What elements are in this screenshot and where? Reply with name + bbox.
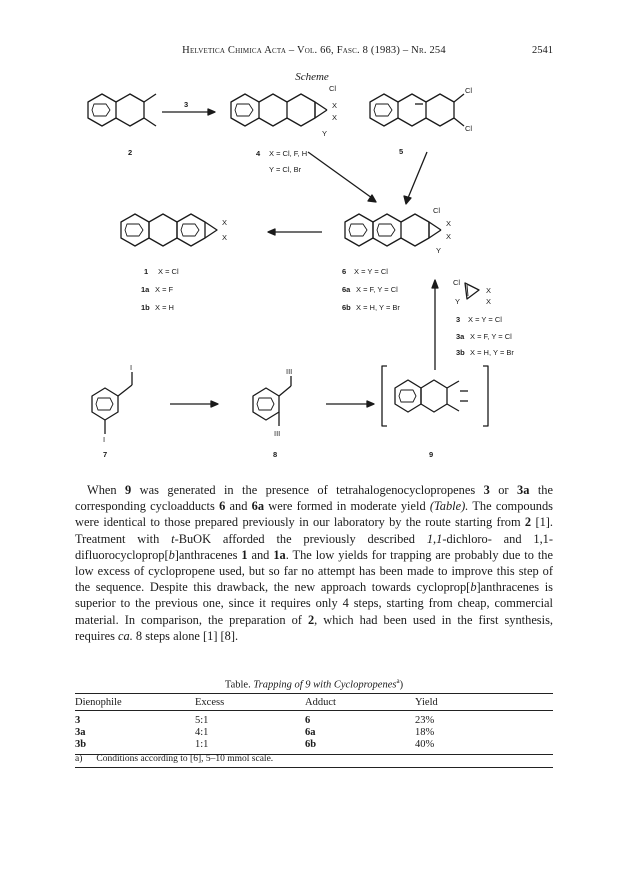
arrow-8-to-9 — [326, 401, 374, 407]
atom-i1-7: I — [130, 363, 133, 372]
journal-title: Helvetica Chimica Acta – Vol. 66, Fasc. 8 (1983) – Nr. 254 — [182, 45, 446, 56]
atom-cl-6: Cl — [433, 206, 441, 215]
ref-compound: 9 — [125, 483, 132, 497]
arrow-2-to-4 — [162, 109, 215, 115]
structure-8 — [253, 376, 291, 426]
label-6: 6 — [342, 267, 347, 276]
scheme-labels — [103, 84, 514, 459]
atom-y-6: Y — [436, 246, 442, 255]
structure-2 — [88, 94, 156, 126]
label-4-x: X = Cl, F, H — [269, 149, 308, 158]
ref-compound: 3 — [483, 483, 490, 497]
table-reference: (Table). — [429, 499, 469, 514]
structure-4 — [231, 94, 327, 126]
label-9: 9 — [429, 450, 434, 459]
label-3a: 3a — [456, 332, 465, 341]
footnote-mark: a) — [75, 754, 83, 764]
structure-6 — [345, 214, 441, 246]
label-1a-sub: X = F — [155, 285, 174, 294]
label-1a: 1a — [141, 285, 150, 294]
ref-compound: 3a — [517, 483, 530, 497]
page-number: 2541 — [532, 45, 553, 56]
atom-x2-4: X — [332, 113, 338, 122]
atom-i2-7: I — [103, 435, 106, 444]
label-5: 5 — [399, 147, 404, 156]
label-6a: 6a — [342, 285, 351, 294]
label-4-y: Y = Cl, Br — [269, 165, 302, 174]
structure-1 — [121, 214, 217, 246]
trapping-table — [75, 693, 553, 755]
atom-x1-6: X — [446, 219, 452, 228]
label-1: 1 — [144, 267, 149, 276]
label-6-sub: X = Y = Cl — [354, 267, 388, 276]
table-header-row — [75, 694, 553, 711]
label-1b: 1b — [141, 303, 150, 312]
label-3: 3 — [456, 315, 461, 324]
structure-5 — [370, 94, 464, 126]
footnote-text: Conditions according to [6], 5–10 mmol scale. — [96, 754, 274, 764]
ref-compound: 2 — [307, 612, 315, 627]
atom-y-4: Y — [322, 129, 328, 138]
atom-cl-4: Cl — [329, 84, 337, 93]
ref-compound: 1a — [273, 547, 286, 562]
atom-x1-4: X — [332, 101, 338, 110]
atom-cl-5b: Cl — [465, 124, 473, 133]
label-arrow-reagent: 3 — [184, 100, 189, 109]
label-3b: 3b — [456, 348, 465, 357]
atom-iii2-8: III — [274, 429, 281, 438]
label-8: 8 — [273, 450, 278, 459]
arrow-3-up — [432, 280, 438, 370]
arrows-to-6 — [308, 152, 427, 204]
running-header — [75, 45, 553, 61]
ref-compound: 2 — [524, 515, 532, 530]
reaction-scheme — [70, 80, 554, 465]
table-row: 3 5:1 6 23% — [75, 715, 435, 726]
col-header-excess: Excess — [195, 694, 305, 711]
atom-x2-6: X — [446, 232, 452, 241]
label-3a-sub: X = F, Y = Cl — [470, 332, 512, 341]
arrow-7-to-8 — [170, 401, 218, 407]
table-footnote — [75, 754, 553, 768]
label-6b-sub: X = H, Y = Br — [356, 303, 400, 312]
label-1b-sub: X = H — [155, 303, 174, 312]
atom-y-3: Y — [455, 297, 461, 306]
atom-x1-1: X — [222, 218, 228, 227]
scheme-title: Scheme — [295, 71, 329, 83]
ref-compound: 1 — [241, 547, 248, 562]
structure-9 — [382, 366, 488, 426]
table-row: 3b 1:1 6b 40% — [75, 739, 553, 755]
structure-7 — [92, 372, 132, 434]
table-row: 3a 4:1 6a 18% — [75, 727, 435, 738]
col-header-dienophile: Dienophile — [75, 694, 195, 711]
col-header-yield: Yield — [415, 694, 553, 711]
label-6b: 6b — [342, 303, 351, 312]
atom-iii1-8: III — [286, 367, 293, 376]
label-7: 7 — [103, 450, 108, 459]
atom-x2-3: X — [486, 297, 492, 306]
table-caption: Table. Trapping of 9 with Cyclopropenes$^a$) — [224, 677, 404, 691]
label-1-sub: X = Cl — [158, 267, 179, 276]
col-header-adduct: Adduct — [305, 694, 415, 711]
body-paragraph: When 9 was generated in the presence of tetrahalogenocyclopropenes 3 or 3a the corresponding cycloadducts 6 and 6a were formed in moderate yield (Table). The compounds were identical to those prepared previously in our laboratory by the route starting from 2 [1]. Treatment with t-BuOK afforded the previously described 1,1-dichloro- and 1,1-difluorocycloprop[b]anthracenes 1 and 1a. The low yields for trapping are probably due to the low excess of cyclopropene used, but so far no attempt has been made to improve this step of the sequence. Despite this drawback, the new approach towards cycloprop[b]anthracenes is superior to the previous one, since it requires only 4 steps, starting from cheap, commercial material. In comparison, the preparation of 2, which had been used in the first synthesis, requires ca. 8 steps alone [1] [8]. — [75, 483, 554, 643]
atom-x2-1: X — [222, 233, 228, 242]
arrow-6-to-1 — [268, 229, 322, 235]
atom-cl-3: Cl — [453, 278, 461, 287]
structure-3 — [465, 283, 479, 299]
label-3-sub: X = Y = Cl — [468, 315, 502, 324]
ref-compound: 6 — [219, 499, 226, 514]
atom-cl-5a: Cl — [465, 86, 473, 95]
ref-compound: 6a — [251, 499, 265, 514]
label-2: 2 — [128, 148, 133, 157]
label-6a-sub: X = F, Y = Cl — [356, 285, 398, 294]
atom-x1-3: X — [486, 286, 492, 295]
label-3b-sub: X = H, Y = Br — [470, 348, 514, 357]
label-4: 4 — [256, 149, 261, 158]
